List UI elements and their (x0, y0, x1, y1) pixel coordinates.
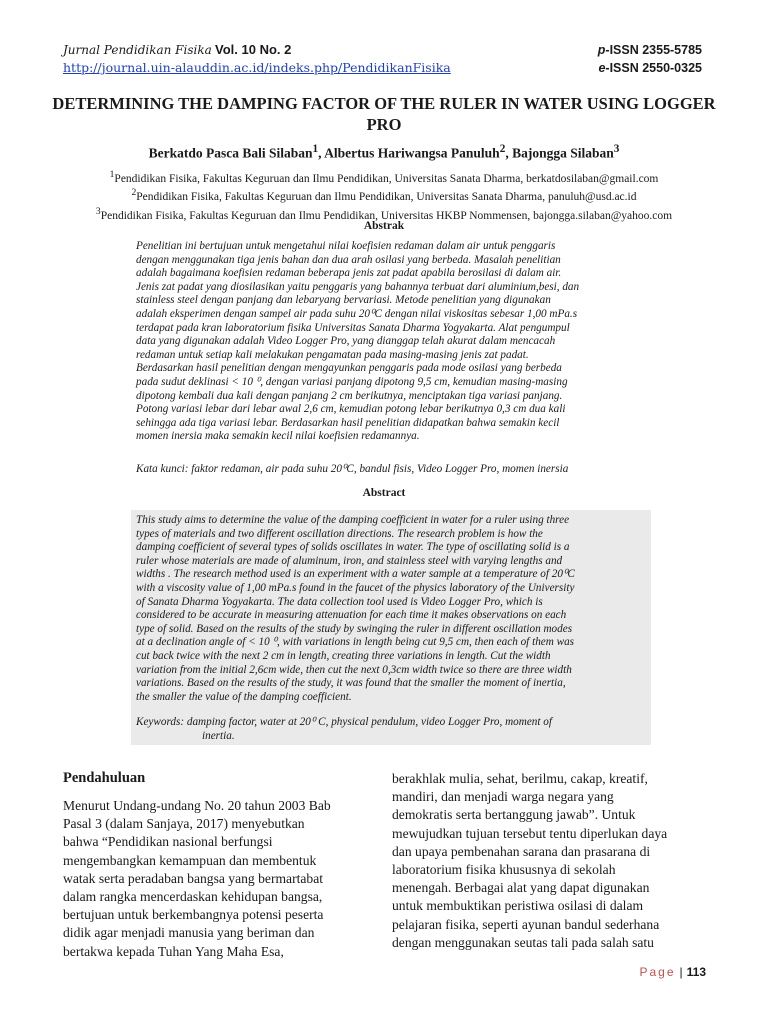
affiliation-item: $^2$Pendidikan Fisika, Fakultas Keguruan dan Ilmu Pendidikan, Universitas Sanata Dharma, panuluh@usd.ac.id (131, 187, 637, 204)
electronic-issn: e-ISSN 2550-0325 (598, 61, 702, 75)
journal-name: Jurnal Pendidikan Fisika (63, 43, 212, 57)
page-footer (639, 965, 706, 979)
journal-header (63, 41, 451, 77)
abstract-body: This study aims to determine the value of the damping coefficient in water for a ruler using three types of materials and two different oscillation directions. The research problem is how the damping coefficient of several types of solids oscillates in water. The type of oscillating solid is a ruler whose materials are made of aluminum, iron, and stainless steel with varying lengths and widths . The research method used is an experiment with a water sample at a temperature of 20⁰C with a viscosity value of 1,00 mPa.s found in the faucet of the physics laboratory of the University of Sanata Dharma Yogyakarta. The data collection tool used is Video Logger Pro, which is considered to be accurate in measuring attenuation for each time it makes observations on each type of solid. Based on the results of the study by swinging the ruler in different oscillation modes at a declination angle of < 10 ⁰, with variations in length being cut 9,5 cm, then each of them was cut back twice with the next 2 cm in length, creating three variations in length. Cut the width variation from the initial 2,6cm wide, then cut the next 0,3cm width twice so there are three width variations. Based on the results of the study, it was found that the smaller the moment of inertia, the smaller the value of the damping coefficient. (136, 514, 575, 703)
page-label: Page (639, 965, 676, 979)
abstrak-heading: Abstrak (363, 220, 405, 232)
author-list: Berkatdo Pasca Bali Silaban$^1$, Albertus Hariwangsa Panuluh$^2$, Bajongga Silaban$^3$ (148, 143, 620, 161)
author-name: Albertus Hariwangsa Panuluh (324, 145, 500, 161)
print-issn: p-ISSN 2355-5785 (597, 43, 702, 57)
paper-title: DETERMINING THE DAMPING FACTOR OF THE RULER IN WATER USING LOGGER PRO (52, 94, 716, 134)
affiliation-item: $^3$Pendidikan Fisika, Fakultas Keguruan dan Ilmu Pendidikan, Universitas HKBP Nommensen, bajongga.silaban@yahoo.com (95, 205, 673, 222)
body-column-right: berakhlak mulia, sehat, berilmu, cakap, kreatif, mandiri, dan menjadi warga negara yang demokratis serta bertanggung jawab”. Untuk mewujudkan tujuan tersebut tentu diperlukan daya dan upaya pembenahan sarana dan prasarana di laboratorium fisika khususnya di sekolah menengah. Berbagai alat yang dapat digunakan untuk membuktikan peristiwa osilasi di dalam pelajaran fisika, seperti ayunan bandul sederhana dengan menggunakan seutas tali pada salah satu (392, 771, 668, 950)
abstrak-body: Penelitian ini bertujuan untuk mengetahui nilai koefisien redaman dalam air untuk penggaris dengan menggunakan tiga jenis bahan dan dua arah osilasi yang berbeda. Masalah penelitian adalah bagaimana koefisien redaman beberapa jenis zat padat apabila berosilasi di dalam air. Jenis zat padat yang diosilasikan yaitu penggaris yang bahannya terbuat dari aluminium,besi, dan stainless steel dengan panjang dan lebaryang bervariasi. Metode penelitian yang digunakan adalah eksperimen dengan sampel air pada suhu 20⁰C dengan nilai viskositas sebesar 1,00 mPa.s terdapat pada kran laboratorium fisika Universitas Sanata Dharma Yogyakarta. Alat pengumpul data yang digunakan adalah Video Logger Pro, yang dianggap telah akurat dalam mencacah redaman untuk setiap kali melakukan pengamatan pada masing-masing jenis zat padat. Berdasarkan hasil penelitian dengan mengayunkan penggaris pada mode osilasi yang berbeda pada sudut deklinasi < 10 ⁰, dengan variasi panjang dipotong 9,5 cm, kemudian masing-masing dipotong kembali dua kali dengan panjang 2 cm berikutnya, menciptakan tiga variasi panjang. Potong variasi lebar dari lebar awal 2,6 cm, kemudian potong lebar berikutnya 0,3 cm dua kali sehingga ada tiga variasi lebar. Berdasarkan hasil penelitian didapatkan bahwa semakin kecil momen inersia maka semakin kecil nilai koefisien redamannya. (136, 240, 580, 443)
affiliation-list (20, 168, 748, 223)
page-number: 113 (686, 965, 706, 979)
abstract-heading: Abstract (362, 487, 406, 499)
section-heading: Pendahuluan (63, 770, 146, 786)
abstrak-keywords: Kata kunci: faktor redaman, air pada suhu 20⁰C, bandul fisis, Video Logger Pro, momen inersia (136, 463, 569, 475)
issn-block (598, 41, 702, 77)
affiliation-item: $^1$Pendidikan Fisika, Fakultas Keguruan dan Ilmu Pendidikan, Universitas Sanata Dharma, berkatdosilaban@gmail.com (109, 169, 659, 185)
journal-url-link[interactable]: http://journal.uin-alauddin.ac.id/indeks.php/PendidikanFisika (63, 60, 451, 75)
page-separator: | (679, 965, 683, 979)
journal-title-line (63, 41, 451, 59)
abstract-keywords: Keywords: damping factor, water at 20⁰ C, physical pendulum, video Logger Pro, moment of inertia. (136, 716, 553, 742)
author-name: Bajongga Silaban (512, 145, 614, 161)
journal-volume: Vol. 10 No. 2 (215, 42, 292, 57)
author-name: Berkatdo Pasca Bali Silaban (148, 145, 313, 161)
body-column-left: Menurut Undang-undang No. 20 tahun 2003 Bab Pasal 3 (dalam Sanjaya, 2017) menyebutkan bahwa “Pendidikan nasional berfungsi mengembangkan kemampuan dan membentuk watak serta peradaban bangsa yang bermartabat dalam rangka mencerdaskan kehidupan bangsa, bertujuan untuk berkembangnya potensi peserta didik agar menjadi manusia yang beriman dan bertakwa kepada Tuhan Yang Maha Esa, (63, 798, 331, 959)
